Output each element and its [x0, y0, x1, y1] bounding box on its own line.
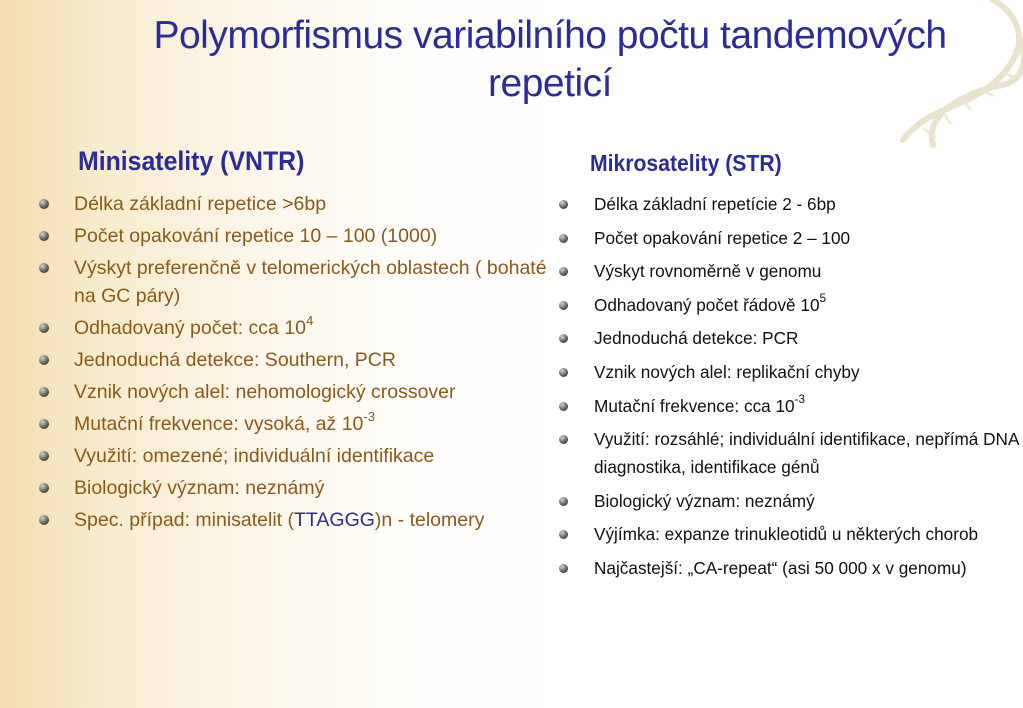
bullet-icon — [559, 530, 568, 539]
bullet-icon — [39, 355, 49, 365]
list-item-text: Délka základní repetície 2 - 6bp — [594, 194, 836, 214]
list-item — [38, 254, 548, 310]
list-item — [558, 257, 1023, 285]
list-item — [558, 487, 1023, 515]
bullet-icon — [559, 435, 568, 444]
bullet-icon — [39, 323, 49, 333]
bullet-icon — [39, 387, 49, 397]
bullet-icon — [559, 200, 568, 209]
telomere-sequence: TTAGGG — [294, 509, 375, 531]
slide-title: Polymorfismus variabilního počtu tandemových repeticí — [153, 14, 947, 105]
minisatellites-heading: Minisatelity (VNTR) — [78, 146, 305, 176]
list-item-text: Využití: rozsáhlé; individuální identifikace, nepřímá DNA diagnostika, identifikace génů — [594, 429, 1019, 478]
list-item-text: Odhadovaný počet: cca 10 — [74, 317, 306, 339]
list-item — [38, 222, 548, 250]
bullet-icon — [559, 564, 568, 573]
bullet-icon — [559, 368, 568, 377]
list-item-text: Využití: omezené; individuální identifikace — [74, 445, 435, 467]
exponent: -3 — [794, 393, 806, 407]
microsatellites-list — [558, 190, 1023, 588]
list-item-text: Spec. případ: minisatelit ( — [74, 509, 295, 531]
list-item-text: Výskyt preferenčně v telomerických oblastech ( bohaté na GC páry) — [74, 257, 547, 307]
list-item — [38, 190, 548, 218]
list-item-text: Délka základní repetice >6bp — [74, 193, 327, 215]
list-item — [558, 324, 1023, 352]
list-item-text: Počet opakování repetice 2 – 100 — [594, 227, 851, 248]
bullet-icon — [559, 234, 568, 243]
bullet-icon — [39, 231, 49, 241]
microsatellites-heading: Mikrosatelity (STR) — [590, 150, 782, 176]
list-item — [558, 392, 1023, 420]
bullet-icon — [39, 263, 49, 273]
list-item-text: Jednoduchá detekce: PCR — [594, 328, 799, 349]
list-item — [558, 224, 1023, 252]
list-item — [558, 554, 1023, 582]
list-item — [558, 358, 1023, 386]
list-item-text: Počet opakování repetice 10 – 100 (1000) — [74, 225, 438, 247]
list-item — [38, 410, 548, 438]
exponent: 5 — [819, 292, 827, 306]
list-item-text: Mutační frekvence: vysoká, až 10 — [74, 413, 364, 435]
list-item-text: Výjímka: expanze trinukleotidů u některých chorob — [594, 524, 979, 545]
list-item-text: Biologický význam: neznámý — [594, 490, 815, 511]
list-item-text: Vznik nových alel: replikační chyby — [594, 361, 860, 382]
list-item — [38, 474, 548, 502]
list-item — [558, 190, 1023, 218]
bullet-icon — [39, 451, 49, 461]
list-item-text: Odhadovaný počet řádově 10 — [594, 294, 820, 315]
list-item-text: Výskyt rovnoměrně v genomu — [594, 261, 822, 282]
bullet-icon — [559, 334, 568, 343]
list-item — [38, 442, 548, 470]
exponent: 4 — [306, 312, 314, 328]
bullet-icon — [559, 497, 568, 506]
list-item-text: Vznik nových alel: nehomologický crossover — [74, 381, 456, 403]
minisatellites-list — [38, 190, 548, 538]
list-item-text: )n - telomery — [374, 509, 485, 531]
bullet-icon — [559, 402, 568, 411]
list-item — [558, 291, 1023, 319]
list-item — [38, 314, 548, 342]
bullet-icon — [39, 419, 49, 429]
list-item-text: Biologický význam: neznámý — [74, 477, 325, 499]
list-item — [38, 378, 548, 406]
bullet-icon — [39, 199, 49, 209]
list-item — [558, 520, 1023, 548]
list-item-text: Jednoduchá detekce: Southern, PCR — [74, 349, 396, 371]
list-item — [38, 346, 548, 374]
list-item — [558, 425, 1023, 481]
bullet-icon — [559, 301, 568, 310]
exponent: -3 — [363, 408, 376, 424]
bullet-icon — [559, 267, 568, 276]
bullet-icon — [39, 515, 49, 525]
list-item — [38, 506, 548, 534]
bullet-icon — [39, 483, 49, 493]
list-item-text: Najčastejší: „CA-repeat“ (asi 50 000 x v genomu) — [594, 557, 967, 578]
list-item-text: Mutační frekvence: cca 10 — [594, 395, 795, 416]
